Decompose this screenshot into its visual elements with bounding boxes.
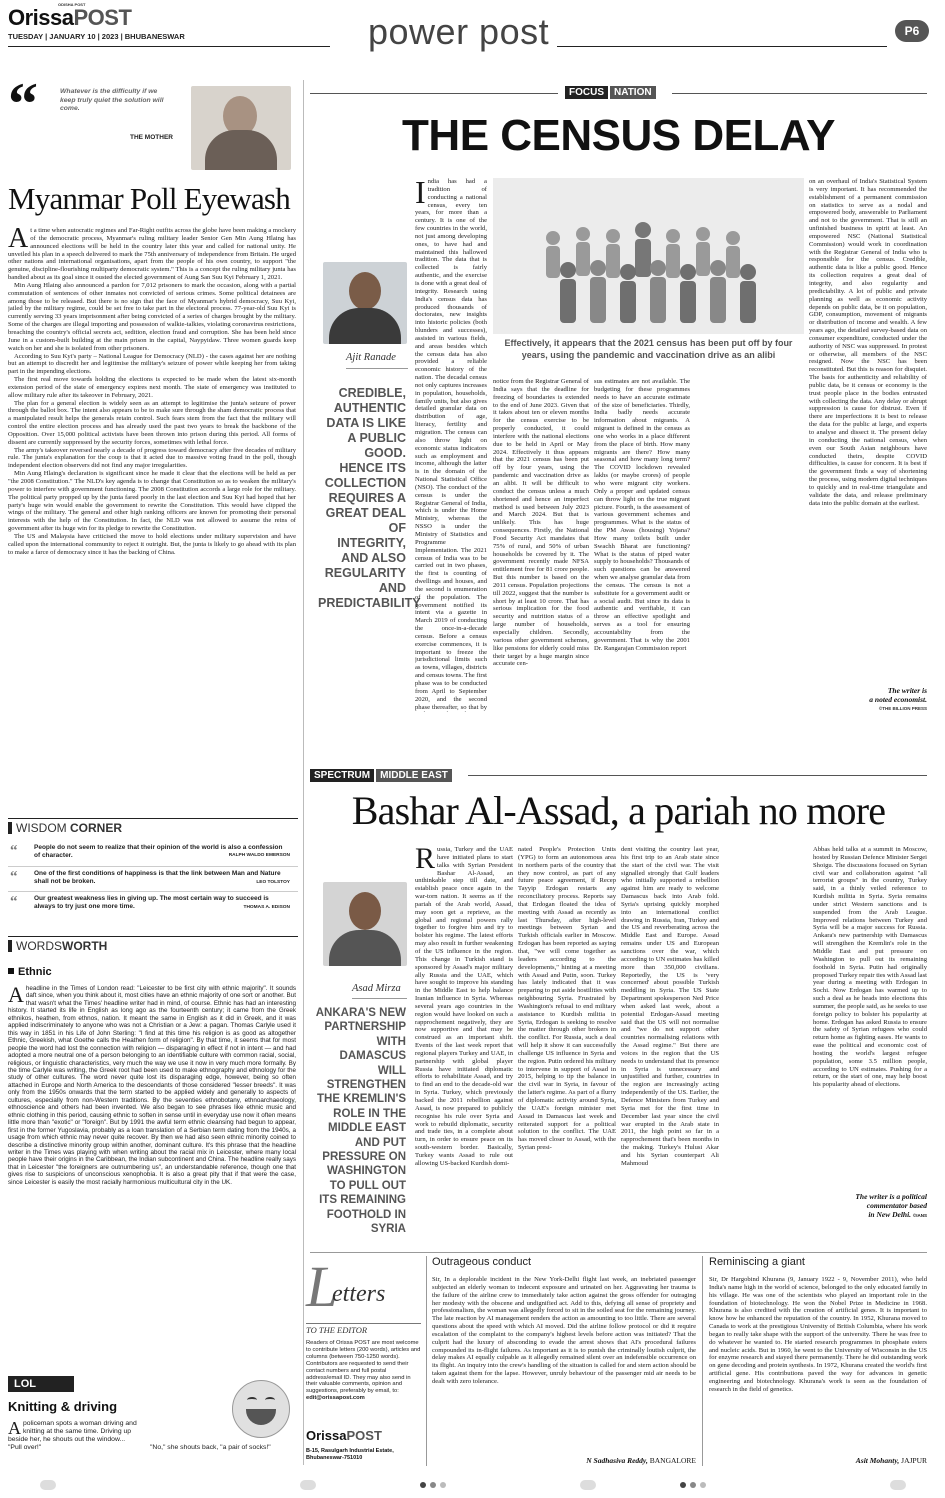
- wisdom-item: [10, 870, 290, 892]
- kicker-focus: FOCUS: [565, 86, 608, 99]
- census-col-2: notice from the Registrar General of India says that the deadline for freezing of boundaries is extended to the end of June 2023. Given that it takes about ten or eleven months for the census exercise to be properly conducted, it could interfere with the national elections due to be held in April or May 2024. Effectively it thus appears that the 2021 census has been put off by four years, using the pandemic and vaccination drive as an alibi. It will be difficult to conduct the census unless a much shortened and hence an imperfect method is used between July 2023 and March 2024. But that is unlikely. This has huge consequences. Firstly, the National Food Security Act mandates that 75% of rural, and 50% of urban households be covered by it. The government recently made NFSA entitlement free for 81 crore people. But this number is based on the 2011 census. Population projections till 2022, suggest that the number is short by at least 10 crore. That has serious implication for the food security and nutrition status of a large number of households, especially children. Secondly, various other government schemes, like pensions for elderly could miss their target by a huge margin since accurate cen-: [493, 378, 589, 668]
- lol-title: Knitting & driving: [8, 1399, 118, 1414]
- wordsworth-bar: [8, 940, 12, 952]
- letter-1-signature: N Sadhasiva Reddy, BANGALORE: [586, 1456, 696, 1465]
- wordsworth-text: headline in the Times of London read: "Leicester to be first city with ethnic majority". It sounds daft since, when you think about it, most cities have an ethnic majority of one sort or another. But that wasn't what the Times' headline writer had in mind, of course. Ethnic has had an interesting history. It started its life in English as long ago as the fourteenth century; it came from the Greek ethnikos, heathen, from ethnos, nation. It meant the same in English as it did in Greek, and it was applied indiscriminately to anyone who was not a Christian or a Jew: a pagan. Thomas Carlyle used it this way in 1851 in his Life of John Sterling: "I find at this time his religion is as good as altogether Ethnic, Greekish, what Goethe calls the Heathen form of religion". By that time, it seems that for most people the word had lost the connection with religion — disparaging in effect if not in intent — and had adopted a more neutral one of a person belonging to an identifiable culture with common racial, social, religious, or linguistic characteristics, very much the way we use it now in very much more formally. By the time Carlyle was writing, the Greek root had been used to make ethnography and ethnology for the study of other cultures. The word never quite lost its disparaging edge, however, being so often attached in Europe and North America to the descendants of those considered "lesser breeds". It was only from the 1950s onwards that the term started to be applied widely and generally to aspects of cultures, especially from non-Western traditions. By the seventies ethnobotany, ethnoarchaeology, ethnoscience and others had been invented. We also began to see phrases like ethnic music and ethnic clothing in this period, causing ethnic to soften in sense until in everyday use now it often means little more than "exotic" or "foreign". But by 1991 the awful term ethnic cleansing had begun to appear, first in the former Yugoslavia, probably as a loan translation of a Serbian term dating from the 1940s, a usage from which ethnic may never quite recover. By then we had also seen ethnic minority coined to describe a distinctive minority group within another, dominant culture. It's this phrase that the headline writer in the Times was playing with when writing about the racial mix in Leicester, where many local people have their origins in the Caribbean, the Indian subcontinent and China. The headline really says that in Leicester "the foreigners are outnumbering us", an understandable reference, though one that gives rise to suspicions of unconscious xenophobia. It is also a great pity that if that were the case, since Leicester is easily the most racially harmonious multicultural city in the UK.: [8, 985, 296, 1186]
- myanmar-paragraph: The US and Malaysia have criticised the move to hold elections under military supervision and have called upon the international community to reject it outright. But, the junta is likely to go ahead with its plan to make a farce of democracy since it has the backing of China.: [8, 532, 296, 556]
- footer-dot: [430, 1482, 436, 1488]
- page-footer: [0, 1478, 945, 1492]
- wisdom-quote: One of the first conditions of happiness is that the link between Man and Nature shall not be broken.: [34, 870, 281, 885]
- wisdom-divider: [8, 866, 298, 867]
- crowd-illustration-icon: [493, 178, 804, 334]
- myanmar-paragraph: The plan for a general election is widely seen as an attempt to legitimise the junta's seizure of power through the ballot box. The intent also appears to be to make sure through the sham democratic process that a manipulated result helps the generals retain control. Such fears stem from the fact that the military will control the entire election process and has already used the past two years to break the backbone of the Opposition. Over 15,000 political activists have been thrown into prison during this period. All forms of dissent are currently suppressed by the security forces, sometimes with lethal force.: [8, 399, 296, 446]
- brand-small: ODISHA POST: [58, 2, 86, 7]
- myanmar-dropcap: A: [8, 227, 29, 254]
- ajit-ranade-portrait: [323, 262, 407, 344]
- wisdom-quote: Our greatest weakness lies in giving up. The most certain way to succeed is always to try just one more time.: [34, 895, 269, 910]
- assad-bio: [813, 1192, 927, 1220]
- census-col-1: India has had a tradition of conducting a national census, every ten years, for more than a century. It is one of the few countries in the world, not just among developing ones, to have had and maintained this hallowed tradition. The data that is collected is fairly authentic, and the exercise is done with a great deal of integrity. Research using India's census data has produced thousands of doctorates, new insights into historic policies (both blunders and successes), assisted in various fields, and areas besides which the census data has also provided a reliable economic history of the nation. The decadal census not only captures increases in population, households, family units, but also gives detailed granular data on distribution of age, literacy, fertility and migration. The census can also throw light on economic status indicators such as employment and income, although the latter is in the domain of the National Statistical Office (NSO). The conduct of the census is under the Registrar General of India, which is under the Home Ministry, whereas the NSSO is under the Ministry of Statistics and Programme Implementation. The 2021 census of India was to be carried out in two phases, the first is counting of dwellings and houses, and the second is enumeration of the population. The government notified its intent via a gazette in March 2019 of conducting the once-in-a-decade census. Before a census exercise commences, it is important to freeze the jurisdictional limits such as towns, villages, districts and census towns. The first phase was to be conducted from April to September 2020, and the second phase thereafter, so that by: [415, 178, 487, 711]
- brand-orissa: Orissa: [8, 5, 74, 30]
- the-mother-portrait: [191, 86, 291, 170]
- letters-subtitle: TO THE EDITOR: [306, 1323, 421, 1335]
- letters-divider: [426, 1256, 427, 1466]
- wisdom-divider: [8, 891, 298, 892]
- census-pull-quote: CREDIBLE, AUTHENTIC DATA IS LIKE A PUBLIC GOOD. HENCE ITS COLLECTION REQUIRES A GREAT DEAL OF INTEGRITY, AND ALSO REGULARITY AND PREDICTABILITY: [318, 386, 421, 610]
- census-author: Ajit Ranade: [346, 352, 396, 363]
- footer-dot: [680, 1482, 686, 1488]
- wisdom-author: LEO TOLSTOY: [256, 880, 290, 885]
- assad-pull-quote: ANKARA'S NEW PARTNERSHIP WITH DAMASCUS WILL STRENGTHEN THE KREMLIN'S ROLE IN THE MIDDLE EAST AND PUT PRESSURE ON WASHINGTON TO PULL OUT ITS REMAINING FOOTHOLD IN SYRIA: [315, 1007, 406, 1236]
- brand-post: POST: [73, 5, 132, 30]
- wisdom-label: WISDOM CORNER: [16, 821, 123, 835]
- footer-dot: [420, 1482, 426, 1488]
- census-bio-line: a noted economist.: [869, 695, 927, 704]
- wordsworth-word: Ethnic: [8, 966, 52, 978]
- wisdom-item: [10, 844, 290, 866]
- census-kicker-rule: [310, 93, 558, 94]
- census-author-rule: [346, 368, 408, 369]
- wisdom-bar: [8, 822, 12, 834]
- wisdom-header: [8, 818, 298, 835]
- wordsworth-dropcap: A: [8, 985, 24, 1007]
- quote-mark-icon: “: [8, 71, 38, 137]
- wisdom-quote: People do not seem to realize that their opinion of the world is also a confession of character.: [34, 844, 283, 859]
- census-bio-line: The writer is: [887, 686, 927, 695]
- quote-mark-icon: “: [10, 894, 18, 910]
- lol-dropcap: A: [8, 1420, 21, 1438]
- footer-dot: [690, 1482, 696, 1488]
- letters-title-initial: L: [306, 1254, 339, 1319]
- myanmar-paragraph: t a time when autocratic regimes and Far-Right outfits across the globe have been making a mockery of the democratic process, Myanmar's ruling military leader Senior Gen Min Aung Hlaing has announced elections will be held in the country later this year and called for national unity. He unveiled his plan in a speech delivered to mark the 75th anniversary of independence from Britain. He urged other nations and international organisations, apart from the people of his own country, to support "the genuine, discipline-flourishing multiparty democratic system." This is a concept the ruling military junta has bandied about as its goal since it ousted the elected government of Aung San Suu Kyi February 1, 2021.: [8, 227, 296, 282]
- census-bio: [809, 686, 927, 713]
- census-image-caption: Effectively, it appears that the 2021 census has been put off by four years, using the pandemic and vaccination drive as an alibi: [504, 338, 793, 360]
- assad-author-rule: [352, 998, 407, 999]
- masthead: [0, 0, 945, 50]
- letters-masthead: [306, 1254, 426, 1322]
- myanmar-paragraph: Min Aung Hlaing's declaration is significant since he made it clear that the elections will be held as per "the 2008 Constitution." The NLD's key agenda is to change that Constitution so as to weaken the military's power to interfere with government functioning. The 2008 Constitution accords a large role for the military. The political party propped up by the junta fared poorly in the last election and Suu Kyi had hoped that her party's huge win would enable the government to rewrite the Constitution. This would have clipped the wings of the military. The general and other high ranking officers are known for promoting their personal interests with the help of the Constitution. In fact, the NLD was not allowed to assume the reins of government after its huge win for its pledge to rewrite the Constitution.: [8, 470, 296, 533]
- wordsworth-body: [8, 985, 296, 1367]
- lol-text-left: A policeman spots a woman driving and knitting at the same time. Driving up beside her, he shouts out the window... "Pull over!": [8, 1420, 137, 1451]
- letters-email[interactable]: edit@orissapost.com: [306, 1395, 365, 1402]
- footer-pill: [40, 1480, 56, 1490]
- census-kicker: [565, 86, 656, 99]
- assad-dropcap: R: [415, 846, 436, 875]
- census-credit: ©THE BILLION PRESS: [878, 706, 927, 711]
- wisdom-author: THOMAS A. EDISON: [243, 905, 290, 910]
- myanmar-paragraph: The army's takeover reversed nearly a decade of progress toward democracy after five decades of military rule. The junta's explanation for the coup is that it acted due to massive voting fraud in the poll, though independent election observers did not find any major irregularities.: [8, 446, 296, 470]
- laughing-emoji-icon: [232, 1380, 290, 1438]
- letter-1-body: Sir, In a deplorable incident in the New York-Delhi flight last week, an inebriated passenger subjected an elderly woman to indecent exposure and urinated on her. Aggravating her trauma is the failure of the airline crew to immediately take action against the gross offender for outraging her modesty with the obscene and undignified act. Add to this, defying all sense of propriety and professionalism, the woman was allegedly forced to sit in the soiled seat for the remaining journey. The late reaction by AI management renders the action as amounting to too little. There are several questions about the speed with which AI moved. Did the airline follow protocol or did it require escalation of the complaint to the company's highest levels before action was initiated? That the culprit had the luxury of absconding to evade the arrest shows that AI's procedural failures compounded its in-flight failures. As important as it is to punish the criminally loutish culprit, the delay makes AI equally culpable as it allegedly remained silent over an indefensible occurrence on its flight. An inquiry into the crew's handling of the situation is called for and stern action should be taken against them for the lapse. However, unruly behaviour of the passenger mid air needs to be dealt with zero tolerance.: [432, 1276, 696, 1385]
- assad-bio-line: The writer is a political: [855, 1192, 927, 1201]
- letter-2-title: Reminiscing a giant: [709, 1256, 805, 1268]
- letter-2-body: Sir, Dr Hargobind Khurana (9, January 1922 - 9, November 2011), who held India's name high in the world of science, belonged to the only educated family in his village. He was one of the scientists who played an important role in the foundation of biotechnology. He won the Nobel Prize in Medicine in 1968. Khurana is also credited with the creation of artificial genes. It is important to know how he enhanced the reputation of the country. In 1952, Khurana moved to Canada to work at the prestigious University of British Columbia, where his work began to really take shape with the support of the university. There he was free to do whatever he wanted to. He started research programmes in phosphate esters and nucleic acids. But in 1960, he went to the University of Wisconsin in the US for enzyme research and stayed there permanently. There he did outstanding work on gene decoding and protein synthesis. In 1972, Khurana created the world's first artificial gene. His contributions paved the way for advances in genetic engineering and biotechnology. Khurana's work is seen as the foundation of research in the field of genetics.: [709, 1276, 927, 1393]
- myanmar-headline: Myanmar Poll Eyewash: [8, 181, 290, 216]
- dateline: TUESDAY | JANUARY 10 | 2023 | BHUBANESWAR: [8, 32, 185, 41]
- footer-dot: [440, 1482, 446, 1488]
- census-headline: THE CENSUS DELAY: [402, 111, 835, 160]
- quote-top: [8, 71, 293, 172]
- kicker-spectrum: SPECTRUM: [310, 769, 374, 782]
- letters-divider: [702, 1256, 703, 1466]
- lol-text-right: "No," she shouts back, "a pair of socks!": [150, 1444, 271, 1451]
- letters-top-rule: [310, 1252, 927, 1253]
- letter-2-signature: Asit Mohanty, JAJPUR: [855, 1456, 927, 1465]
- asad-mirza-portrait: [323, 882, 407, 966]
- myanmar-body: [8, 227, 296, 797]
- footer-pill: [890, 1480, 906, 1490]
- wisdom-item: [10, 895, 290, 917]
- column-divider: [303, 80, 304, 1465]
- census-crowd-image: [493, 178, 804, 334]
- census-kicker-rule-right: [672, 93, 927, 94]
- wordsworth-label: WORDSWORTH: [16, 939, 108, 953]
- footer-pill: [300, 1480, 316, 1490]
- square-bullet-icon: [8, 968, 14, 974]
- kicker-nation: NATION: [610, 86, 656, 99]
- wisdom-author: RALPH WALDO EMERSON: [228, 853, 290, 858]
- assad-col-3: dent visiting the country last year, his first trip to an Arab state since the start of the civil war. The visit signalled strongly that Gulf leaders who initially supported a rebellion against him are ready to welcome Damascus back into Arab fold. Syria's uprising quickly morphed into an international conflict drawing in Russia, Iran, Turkey and the US and reverberating across the Middle East and Europe. Assad remains under US and European sanctions over the war, which according to UN estimates has killed more than 350,000 civilians. Reportedly, the US is 'very concerned' about possible Turkish meddling in Syria. The US State Department spokesperson Ned Price when asked last week, about a potential Erdogan-Assad meeting said that the US will not normalise and "we do not support other countries normalising relations with the Assad regime." But there are voices in the region that the US needs to understand that its presence in Syria is unnecessary and unjustified and further, countries in the region are increasingly acting independently of the US. Earlier, the Defence Ministers from Turkey and Syria met for the first time in December last year since the civil war erupted in the Arab state in 2011, the high point so far in a rapprochement that's been months in the making. Turkey's Hulusi Akar and his Syrian counterpart Ali Mahmoud: [621, 846, 719, 1167]
- letters-title: etters: [332, 1281, 386, 1307]
- quote-author: THE MOTHER: [130, 134, 173, 141]
- myanmar-paragraph: Min Aung Hlaing also announced a pardon for 7,012 prisoners to mark the occasion, along with a partial commutation of sentences of other inmates not convicted of serious crimes. Some political detainees are among those to be released. But there is no sign that the face of Myanmar's hybrid democracy, Suu Kyi, jailed by the military regime, could be set free to take part in the electoral process. 77-year-old Suu Kyi is currently serving 33 years imprisonment after being convicted of a series of charges brought by the military. Some of the charges are illegal importing and possession of walkie-talkies, violating coronavirus restrictions, breaching the country's official secrets act, sedition, election fraud and corruption. She has been held since June in a custom-built building at the main prison in the capital, Naypyidaw. Three women guards keep watch on her and she is isolated from other prisoners.: [8, 281, 296, 352]
- lol-badge: LOL: [8, 1376, 74, 1392]
- letter-1-title: Outrageous conduct: [432, 1256, 532, 1268]
- myanmar-paragraph: The first real move towards holding the elections is expected to be made when the latest six-month extension period of the state of emergency expires next month. The state of emergency was instituted to allow military rule after its takeover in February, 2021.: [8, 376, 296, 399]
- quote-text: Whatever is the difficulty if we keep truly quiet the solution will come.: [60, 88, 164, 112]
- letters-address: B-15, Rasulgarh Industrial Estate, Bhubaneswar-751010: [306, 1448, 394, 1461]
- brand-logo[interactable]: [8, 6, 131, 30]
- kicker-middle-east: MIDDLE EAST: [376, 769, 452, 782]
- footer-pill: [580, 1480, 596, 1490]
- assad-kicker-rule: [468, 775, 927, 776]
- assad-bio-line: commentator based: [866, 1201, 927, 1210]
- masthead-rule-right: [557, 46, 887, 47]
- page-number: P6: [895, 20, 929, 42]
- myanmar-paragraph: According to Suu Kyi's party – National League for Democracy (NLD) - the cases against her are nothing but an attempt to discredit her and legitimise the military's seizure of power while keeping her from taking part in the impending elections.: [8, 352, 296, 376]
- census-dropcap: I: [415, 178, 426, 210]
- assad-kicker: [310, 769, 452, 782]
- assad-headline: Bashar Al-Assad, a pariah no more: [351, 788, 886, 833]
- masthead-rule: [8, 46, 330, 47]
- quote-mark-icon: “: [10, 843, 18, 859]
- assad-col-4: Abbas held talks at a summit in Moscow, hosted by Russian Defence Minister Sergei Shoigu. The discussions focused on Syrian civil war and collaboration against "all terrorist groups" in the country, Turkey said, in a thinly veiled reference to Kurdish militia in Syria. Syria remains under strict Western sanctions and is suspended from the Arab League. Improved relations between Turkey and Syria will be a major success for Russia. Ankara's new partnership with Damascus will strengthen the Kremlin's role in the Middle East and put pressure on Washington to pull out its remaining foothold in Syria. Putin had originally proposed Turkey repair ties with Assad last year during a meeting with Erdogan in Sochi. Now Erdogan has warmed up to such a deal as he heads into elections this summer, the people said, as he seeks to use foreign policy to bolster his popularity at home. Erdogan has asked Russia to ensure the safety of Syrian refugees who could return home as fighting eases. He wants to ease the political and economic cost of hosting the world's largest refugee population, some 3.5 million people, according to UN estimates. Pushing for a return, or the start of one, may help boost his popularity ahead of elections.: [813, 846, 927, 1089]
- assad-col-1: Russia, Turkey and the UAE have initiated plans to start talks with Syrian President Bashar Al-Assad, an unthinkable step till date, and establish peace once again in the war-torn nation. It seems as if the pariah of the Arab world, Assad, may soon get a reprieve, as the global and regional powers rally together to forgive him and try to bolster his regime. The latest efforts may also result in further weakening of the US influence in the region. This change in Turkish stand is sponsored by Assad's major military ally Russia and the UAE, which have sought to improve his standing in the Middle East to help balance Iranian influence in Syria. Whereas several years ago countries in the region would have looked on such a rapprochement negatively, they are now supportive and that may be construed as an important shift. Events of the last week report that regional players Turkey and UAE, in partnership with global player Russia have initiated diplomatic efforts to rehabilitate Assad, and try to find an end to the decade-old war in Syria. Turkey, which previously backed the 2011 rebellion against Assad, is now prepared to publicly recognise his rule over Syria and work to rebuild diplomatic, security and trade ties, in a complete about turn, in order to ensure peace on its south-western border. Basically, Turkey wants Assad to rule out allowing US-backed Kurdish domi-: [415, 846, 513, 1167]
- letters-info: Readers of Orissa POST are most welcome to contribute letters (200 words), articles and columns (between 750-1250 words). Contributors are requested to send their contact numbers and full postal address/email ID. They may also send in their valuable comments, opinion and suggestions, preferably by email, to: edit@orissapost.com: [306, 1340, 421, 1402]
- letters-logo: OrissaPOST B-15, Rasulgarh Industrial Estate, Bhubaneswar-751010: [306, 1428, 421, 1461]
- census-col-3: sus estimates are not available. The budgeting for these programmes needs to have an accurate estimate of the size of beneficiaries. Thirdly, India badly needs accurate information about migrants. A migrant is defined in the census as one who works in a place different from the place of birth. How many migrants are there? How many seasonal and how many long term? The COVID lockdown revealed lakhs (or maybe crores) of people who were migrant city workers. Only a proper and updated census can throw light on the true migrant picture. Fourth, is the assessment of various government schemes and programmes. What is the status of the PM Awas (housing) Yojana? How many toilets built under Swachh Bharat are functioning? What is the status of piped water supply to households? Thousands of such questions can be answered when we analyse granular data from the census. The census is not a substitute for a government audit or a social audit. But since its data is authentic and verifiable, it can throw an effective spotlight and serves as a tool for ensuring accountability from the government. That is why the 2001 Dr. Rangarajan Commission report: [594, 378, 690, 652]
- assad-col-2: nated People's Protection Units (YPG) to form an autonomous area in northern parts of the country that they now control, as part of any future peace agreement, if Recep Tayyip Erdogan restarts any reconciliatory process. Reports say that Erdogan floated the idea of meeting with Assad as recently as last Thursday, after high-level meetings between Syrian and Turkish officials earlier in Moscow. Erdogan has been reported as saying that, "we will come together as leaders according to the developments," hinting at a meeting with Assad and Putin, soon. Turkey has lately indicated that it was preparing to put aside hostilities with neighbouring Syria. Frustrated by Washington's refusal to end military assistance to Kurdish militia in Syria, Erdogan is seeking to resolve the matter through other brokers in the conflict. For Russia, such a deal will help it show it can successfully challenge US influence in Syria and the region. Putin ordered his military to intervene in support of Assad in 2015, helping to tip the balance in the civil war in Syria, in favour of the latter's regime. As part of a flurry of diplomatic activity around Syria, the UAE's foreign minister met Assad in Damascus last week and reiterated support for a political solution to the conflict. The UAE has moved closer to Assad, with the Syrian presi-: [518, 846, 616, 1152]
- assad-bio-line: in New Delhi. ©IANS: [868, 1210, 927, 1219]
- assad-author: Asad Mirza: [352, 983, 401, 994]
- census-col-4: on an overhaul of India's Statistical System is very important. It has recommended the establishment of a permanent commission on statistics to serve as a nodal and empowered body, answerable to Parliament and not to the government. That is still an unfinished business in spirit at least. An empowered NSC (National Statistical Commission) would work in coordination with the Registrar General of India who is responsible for the census. Credible, authentic data is like a public good. Hence its collection requires a great deal of integrity, and also regularity and predictability. A lot of public and private planning as well as economic activity depends on public data, be it on population, GDP, consumption, movement of migrants or distribution of income and wealth. A few years ago, the detailed survey-based data on consumer expenditure, conducted under the authority of NSC was suppressed. In protest or otherwise, all members of the NSC resigned. Now the NSC has been reconstituted. But this is reason for disquiet. The basis for authenticity and reliability of public data, be it census or economy is the trust people place in the bodies entrusted with collecting the data. Any delay or abrupt suppression is cause for distrust. Even if there are imperfections it is best to release the data for the public at large, and experts to analyse and dissect it. The present delay in conducting the national census, when even our South Asian neighbours have conducted theirs, despite COVID difficulties, is cause for concern. It is best if the government finds a way of shortening the process, using modern digital techniques to quickly and in real-time triangulate and validate the data, and release preliminary data into the public domain at the earliest.: [809, 178, 927, 507]
- section-title: power post: [368, 11, 550, 52]
- quote-mark-icon: “: [10, 869, 18, 885]
- assad-credit: ©IANS: [912, 1213, 927, 1218]
- wordsworth-header: [8, 936, 298, 953]
- footer-dot: [700, 1482, 706, 1488]
